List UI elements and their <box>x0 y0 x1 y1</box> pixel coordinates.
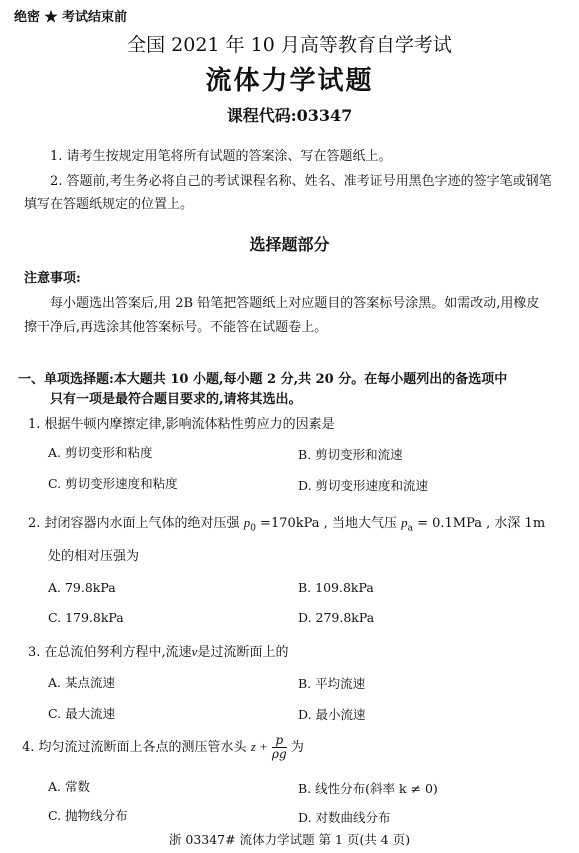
question-3-stem <box>28 641 288 660</box>
part1-heading: 一、单项选择题:本大题共 10 小题,每小题 2 分,共 20 分。在每小题列出的备选项中 <box>18 372 508 387</box>
q2-option-d: D. 279.8kPa <box>298 610 375 625</box>
q1-option-a: A. 剪切变形和粘度 <box>48 445 153 460</box>
q3-option-d: D. 最小流速 <box>298 707 366 722</box>
q2-p0-symbol: p <box>243 515 251 530</box>
q2-pa-value: = 0.1MPa , 水深 1m <box>412 516 546 531</box>
q4-fraction-denominator: ρg <box>271 747 287 761</box>
q3-velocity-symbol: v <box>191 644 198 659</box>
q4-option-c: C. 抛物线分布 <box>48 808 128 823</box>
q1-option-d: D. 剪切变形速度和流速 <box>298 478 429 493</box>
q4-stem-text: 4. 均匀流过流断面上各点的测压管水头 <box>22 740 247 755</box>
q4-fraction-numerator: p <box>272 734 287 748</box>
q1-option-b: B. 剪切变形和流速 <box>298 447 403 462</box>
instruction-2-cont: 填写在答题纸规定的位置上。 <box>24 197 194 212</box>
subject-title: 流体力学试题 <box>205 66 374 96</box>
q4-expression: z + <box>250 739 268 754</box>
q3-stem-text-cont: 是过流断面上的 <box>197 645 289 660</box>
q4-option-d: D. 对数曲线分布 <box>298 810 391 825</box>
q3-option-b: B. 平均流速 <box>298 676 366 691</box>
course-code: 课程代码:03347 <box>226 106 353 125</box>
question-4-stem <box>22 734 304 761</box>
confidential-label: 绝密 ★ 考试结束前 <box>14 10 128 25</box>
q4-option-a: A. 常数 <box>48 779 90 794</box>
q2-stem-text: 2. 封闭容器内水面上气体的绝对压强 <box>28 516 240 531</box>
q2-option-a: A. 79.8kPa <box>48 580 116 595</box>
q2-p0-subscript: 0 <box>250 523 256 534</box>
q1-option-c: C. 剪切变形速度和粘度 <box>48 476 178 491</box>
question-2-stem-cont: 处的相对压强为 <box>48 549 140 564</box>
notes-line-2: 擦干净后,再选涂其他答案标号。不能答在试题卷上。 <box>24 320 328 335</box>
q3-option-c: C. 最大流速 <box>48 706 116 721</box>
q3-stem-text: 3. 在总流伯努利方程中,流速 <box>28 645 192 660</box>
notes-label: 注意事项: <box>24 271 81 286</box>
section-title: 选择题部分 <box>249 235 330 254</box>
q3-option-a: A. 某点流速 <box>48 675 115 690</box>
q2-option-b: B. 109.8kPa <box>298 580 374 595</box>
q2-p0-value: =170kPa , 当地大气压 <box>255 516 402 531</box>
q2-pa-subscript: a <box>407 523 413 534</box>
part1-heading-cont: 只有一项是最符合题目要求的,请将其选出。 <box>50 392 302 407</box>
question-2-stem <box>28 512 545 534</box>
notes-line-1: 每小题选出答案后,用 2B 铅笔把答题纸上对应题目的答案标号涂黑。如需改动,用橡皮 <box>50 296 540 311</box>
q2-option-c: C. 179.8kPa <box>48 610 124 625</box>
q4-fraction <box>272 734 287 761</box>
instruction-1: 1. 请考生按规定用笔将所有试题的答案涂、写在答题纸上。 <box>50 149 392 164</box>
page-footer: 浙 03347# 流体力学试题 第 1 页(共 4 页) <box>168 832 411 847</box>
q2-pa-symbol: p <box>401 515 408 530</box>
q4-stem-text-cont: 为 <box>290 740 304 755</box>
q4-option-b: B. 线性分布(斜率 k ≠ 0) <box>298 781 438 796</box>
exam-title: 全国 2021 年 10 月高等教育自学考试 <box>127 34 452 56</box>
instruction-2: 2. 答题前,考生务必将自己的考试课程名称、姓名、准考证号用黑色字迹的签字笔或钢笔 <box>50 174 552 189</box>
question-1-stem: 1. 根据牛顿内摩擦定律,影响流体粘性剪应力的因素是 <box>28 417 335 432</box>
